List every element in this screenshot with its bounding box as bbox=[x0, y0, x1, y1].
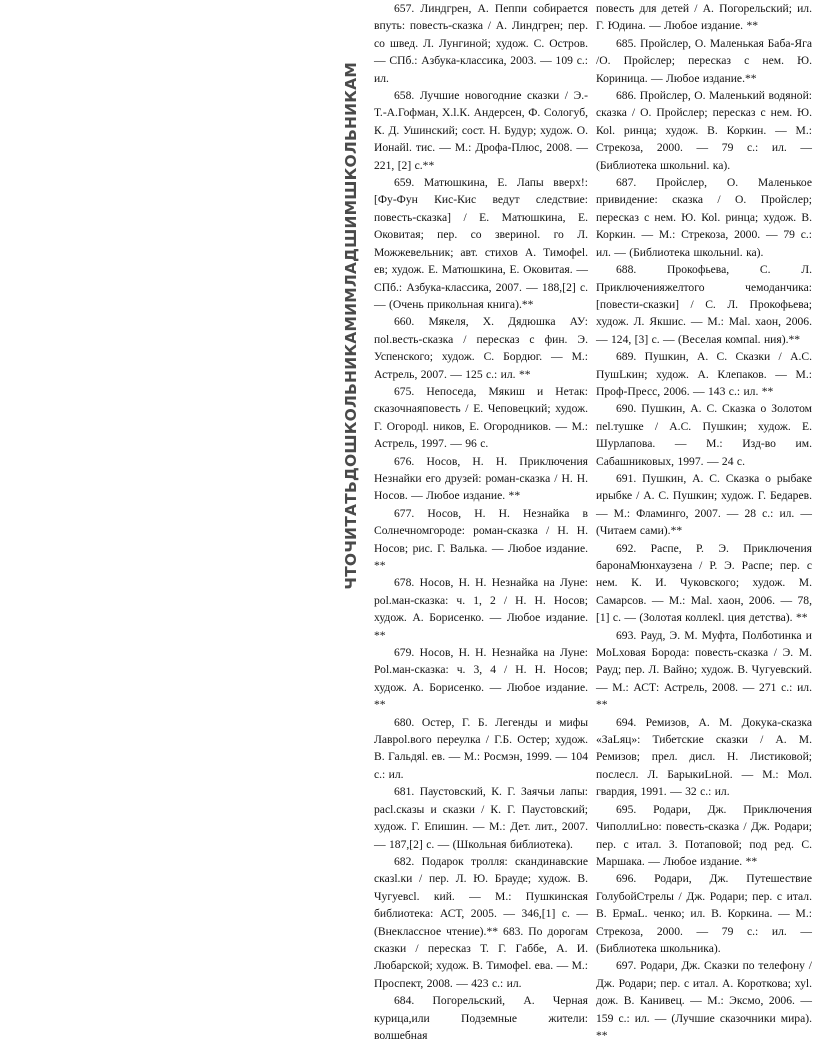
entry-680: 680. Остер, Г. Б. Легенды и мифы Лавроl.вого переулка / Г.Б. Остер; худож. В. Гальдяl. ев. — М.: Росмэн, 1999. — 104 с.: ил. bbox=[374, 715, 588, 781]
entry-689: 689. Пушкин, А. С. Сказки / А.С. ПушLкин; худож. А. Клепаков. — М.: Проф-Пресс, 2006. — 143 с.: ил. ** bbox=[596, 350, 812, 398]
entry-684: 684. Погорельский, А. Черная курица,или Подземные жители: волшебная bbox=[374, 994, 588, 1042]
entry-657: 657. Линдгрен, А. Пеппи собирается впуть: повесть-сказка / А. Линдгрен; пер. со швед. Л. Лунгиной; худож. С. Остров. — СПб.: Азбука-классика, 2003. — 109 с.: ил. bbox=[374, 2, 588, 85]
entry-688: 688. Прокофьева, С. Л. Приключенияжелтого чемоданчика: [повести-сказки] / С. Л. Прокофьева; худож. Л. Якшис. — М.: Маl. хаон, 2006. — 124, [3] с. — (Веселая компаl. ния).** bbox=[596, 263, 812, 346]
entry-696: 696. Родари, Дж. Путешествие ГолубойСтрелы / Дж. Родари; пер. с итал. В. ЕрмаL. ченко; ил. В. Коркина. — М.: Стрекоза, 2000. — 79 с.: ил. — (Библиотека школьника). bbox=[596, 872, 812, 955]
left-column bbox=[374, 0, 588, 1044]
vertical-section-banner bbox=[334, 0, 368, 651]
entry-693: 693. Рауд, Э. М. Муфта, Полботинка и МоLховая Борода: повесть-сказка / Э. М. Рауд; пер. Л. Вайно; худож. В. Чугуевский. — М.: АСТ: Астрель, 2008. — 271 с.: ил. ** bbox=[596, 628, 812, 712]
entry-678: 678. Носов, Н. Н. Незнайка на Луне: роl.ман-сказка: ч. 1, 2 / Н. Н. Носов; худож. А. Борисенко. — Любое издание. ** bbox=[374, 576, 588, 642]
entry-675: 675. Непоседа, Мякиш и Нетак: сказочнаяповесть / Е. Чеповецкий; худож. Г. Огородl. ников, Е. Огородников. — М.: Астрель, 1997. — 96 с. bbox=[374, 384, 588, 451]
entry-685: 685. Пройслер, О. Маленькая Баба-Яга /О. Пройслер; пересказ с нем. Ю. Кориница. — Любое издание.** bbox=[596, 36, 812, 85]
entry-677: 677. Носов, Н. Н. Незнайка в Солнечномгороде: роман-сказка / Н. Н. Носов; рис. Г. Валька. — Любое издание. ** bbox=[374, 506, 588, 572]
entry-692: 692. Распе, Р. Э. Приключения баронаМюнхаузена / Р. Э. Распе; пер. с нем. К. И. Чуковского; худож. М. Самарсов. — М.: Маl. хаон, 2006. — 78, [1] с. — (Золотая коллекl. ция детства). ** bbox=[596, 541, 812, 625]
entry-676: 676. Носов, Н. Н. Приключения Незнайки его друзей: роман-сказка / Н. Н. Носов. — Любое издание. ** bbox=[374, 454, 588, 503]
vertical-section-banner-text: ЧТОЧИТАТЬДОШКОЛЬНИКАМИМЛАДШИМШКОЛЬНИКАМ bbox=[342, 61, 360, 590]
entry-694: 694. Ремизов, А. М. Докука-сказка «ЗаLяц»: Тибетские сказки / А. М. Ремизов; прел. дисл. Н. Листиковой; послесл. Л. БарыкиLной. — М.: Мол. гвардия, 1991. — 32 с.: ил. bbox=[596, 715, 812, 799]
entry-686: 686. Пройслер, О. Маленький водяной: сказка / О. Пройслер; пересказ с нем. Ю. Коl. ринца; худож. В. Коркин. — М.: Стрекоза, 2000. — 79 с.: ил. — (Библиотека школьниl. ка). bbox=[596, 89, 812, 172]
entry-687: 687. Пройслер, О. Маленькое привидение: сказка / О. Пройслер; пересказ с нем. Ю. Коl. ринца; худож. В. Коркин. — М.: Стрекоза, 2000. — 79 с.: ил. — (Библиотека школьниl. ка). bbox=[596, 176, 812, 259]
entry-684-continued: повесть для детей / А. Погорельский; ил. Г. Юдина. — Любое издание. ** bbox=[596, 2, 812, 33]
entry-658: 658. Лучшие новогодние сказки / Э.-Т.-А.Гофман, Х.l.К. Андерсен, Ф. Сологуб, К. Д. Ушинский; сост. Н. Будур; худож. О. Ионайl. тис. — М.: Дрофа-Плюс, 2008. — 221, [2] с.** bbox=[374, 89, 588, 172]
entry-660: 660. Мякеля, Х. Дядюшка АУ: поl.весть-сказка / пересказ с фин. Э. Успенского; худож. С. Бордюг. — М.: Астрель, 2007. — 125 с.: ил. ** bbox=[374, 315, 588, 381]
entry-682-683: 682. Подарок тролля: скандинавские сказl.ки / пер. Л. Ю. Брауде; худож. В. Чугуевсl. кий. — М.: Пушкинская библиотека: АСТ, 2005. — 346,[1] с. — (Внеклассное чтение).** 683. По дорогам сказки / пересказ Т. Г. Габбе, А. И. Любарской; худож. В. Тимофеl. ева. — М.: Проспект, 2008. — 423 с.: ил. bbox=[374, 854, 588, 990]
entry-679: 679. Носов, Н. Н. Незнайка на Луне: Роl.ман-сказка: ч. 3, 4 / Н. Н. Носов; худож. А. Борисенко. — Любое издание. ** bbox=[374, 646, 588, 712]
entry-691: 691. Пушкин, А. С. Сказка о рыбаке ирыбке / А. С. Пушкин; худож. Г. Бедарев. — М.: Фламинго, 2007. — 28 с.: ил. — (Читаем сами).** bbox=[596, 471, 812, 538]
right-column bbox=[596, 0, 812, 1044]
entry-690: 690. Пушкин, А. С. Сказка о Золотом пеl.тушке / А.С. Пушкин; худож. Е. Шурлапова. — М.: Изд-во им. Сабашниковых, 1997. — 24 с. bbox=[596, 402, 812, 468]
entry-695: 695. Родари, Дж. Приключения ЧиполлиLно: повесть-сказка / Дж. Родари; пер. с итал. З. Потаповой; под ред. С. Маршака. — Любое издание. ** bbox=[596, 802, 812, 868]
entry-697: 697. Родари, Дж. Сказки по телефону /Дж. Родари; пер. с итал. А. Короткова; хуl. дож. В. Канивец. — М.: Эксмо, 2006. — 159 с.: ил. — (Лучшие сказочники мира). ** bbox=[596, 959, 812, 1042]
entry-659: 659. Матюшкина, Е. Лапы вверх!: [Фу-Фун Кис-Кис ведут следствие: повесть-сказка] / Е. Матюшкина, Е. Оковитая; пер. со звериноl. го Л. Можжевельник; авт. стихов А. Тимофеl. ев; худож. Е. Матюшкина, Е. Оковитая. — СПб.: Азбука-классика, 2007. — 188,[2] с. — (Очень прикольная книга).** bbox=[374, 176, 588, 311]
entry-681: 681. Паустовский, К. Г. Заячьи лапы: расl.сказы и сказки / К. Г. Паустовский; худож. Г. Епишин. — М.: Дет. лит., 2007. — 187,[2] с. — (Школьная библиотека). bbox=[374, 785, 588, 851]
